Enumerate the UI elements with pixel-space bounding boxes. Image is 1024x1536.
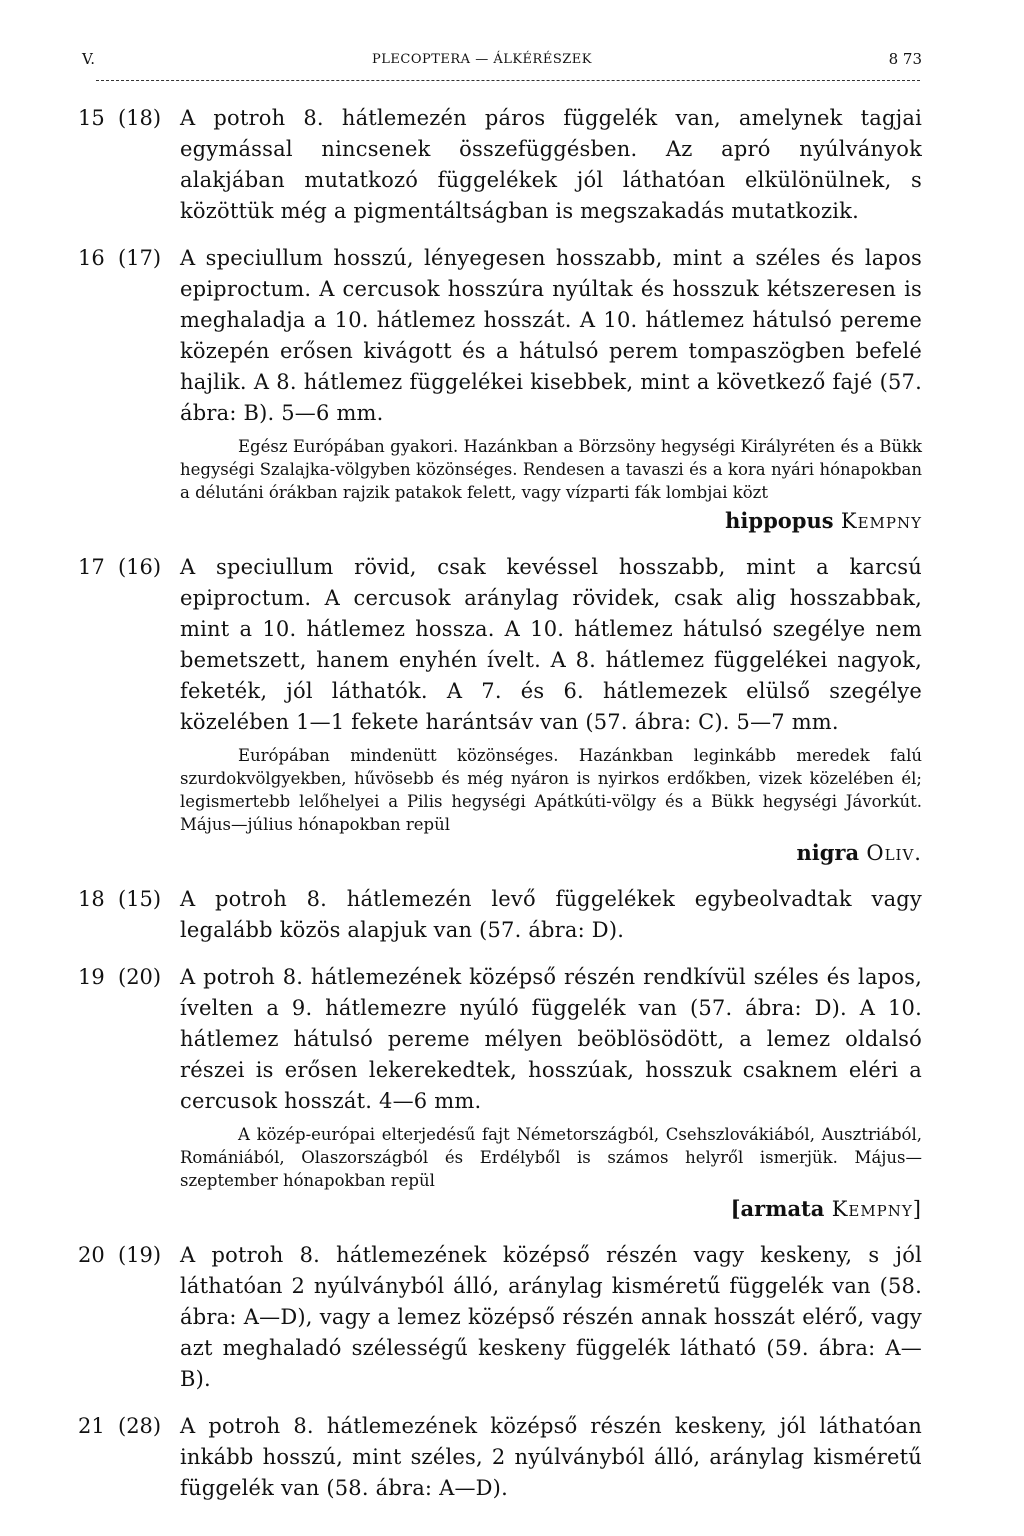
species-epithet: hippopus [725, 508, 834, 533]
volume-number: V. [82, 50, 95, 68]
entry-ref: (17) [118, 246, 162, 270]
species-epithet: nigra [796, 840, 860, 865]
entry-number: 17 [78, 555, 105, 579]
entry-ref: (19) [118, 1243, 162, 1267]
page-header [82, 50, 922, 74]
entry-text: A potroh 8. hátlemezén páros függelék van, amelynek tagjai egymással nincsenek összefüggésben. Az apró nyúlványok alakjában mutatkozó függelékek jól láthatóan elkülönülnek, s közöttük még a pigmentáltságban is megszakadás mutatkozik. [180, 106, 922, 223]
species-name [180, 506, 922, 536]
distribution-note: A közép-európai elterjedésű fajt Németországból, Csehszlovákiából, Ausztriából, Romániából, Olaszországból és Erdélyből is számos helyről ismerjük. Május—szeptember hónapokban repül [180, 1125, 922, 1190]
distribution-note: Egész Európában gyakori. Hazánkban a Börzsöny hegységi Királyréten és a Bükk hegységi Szalajka-völgyben közönséges. Rendesen a tavaszi és a kora nyári hónapokban a délutáni órákban rajzik patakok felett, vagy vízparti fák lombjai közt [180, 437, 922, 502]
page-number: 8 73 [888, 50, 922, 68]
entry-ref: (18) [118, 106, 162, 130]
species-epithet: [armata [730, 1196, 825, 1221]
species-name [180, 1194, 922, 1224]
species-author: Kempny] [831, 1197, 922, 1221]
key-body [70, 103, 922, 1520]
entry-ref: (15) [118, 887, 162, 911]
key-entry-16 [70, 243, 922, 536]
entry-number: 21 [78, 1414, 105, 1438]
entry-text: A speciullum hosszú, lényegesen hosszabb, mint a széles és lapos epiproctum. A cercusok hosszúra nyúltak és hosszuk kétszeresen is meghaladja a 10. hátlemez hosszát. A 10. hátlemez hátulsó pereme közepén erősen kivágott és a hátulsó perem tompaszögben befelé hajlik. A 8. hátlemez függelékei kisebbek, mint a következő fajé (57. ábra: B). 5—6 mm. [180, 246, 922, 425]
entry-number: 20 [78, 1243, 105, 1267]
species-author: Oliv. [866, 841, 922, 865]
distribution-note: Európában mindenütt közönséges. Hazánkban leginkább meredek falú szurdokvölgyekben, hűvösebb és még nyáron is nyirkos erdőkben, vizek közelében él; legismertebb lelőhelyei a Pilis hegységi Apátkúti-völgy és a Bükk hegységi Jávorkút. Május—július hónapokban repül [180, 746, 922, 834]
entry-number: 15 [78, 106, 105, 130]
species-name [180, 838, 922, 868]
key-entry-20 [70, 1240, 922, 1395]
entry-text: A potroh 8. hátlemezének középső részén rendkívül széles és lapos, ívelten a 9. hátlemezre nyúló függelék van (57. ábra: D). A 10. hátlemez hátulsó pereme mélyen beöblösödött, a lemez oldalsó részei is erősen lekerekedtek, hosszúak, hosszuk csaknem eléri a cercusok hosszát. 4—6 mm. [180, 965, 922, 1113]
key-entry-18 [70, 884, 922, 946]
key-entry-17 [70, 552, 922, 868]
key-entry-19 [70, 962, 922, 1224]
entry-ref: (20) [118, 965, 162, 989]
entry-number: 16 [78, 246, 105, 270]
entry-number: 19 [78, 965, 105, 989]
header-rule [96, 80, 920, 81]
running-title: PLECOPTERA — ÁLKÉRÉSZEK [372, 52, 592, 67]
entry-text: A speciullum rövid, csak kevéssel hosszabb, mint a karcsú epiproctum. A cercusok aránylag rövidek, csak alig hosszabbak, mint a 10. hátlemez hossza. A 10. hátlemez hátulsó szegélye nem bemetszett, hanem enyhén ívelt. A 8. hátlemez függelékei nagyok, feketék, jól láthatók. A 7. és 6. hátlemezek elülső szegélye közelében 1—1 fekete harántsáv van (57. ábra: C). 5—7 mm. [180, 555, 922, 734]
entry-text: A potroh 8. hátlemezének középső részén keskeny, jól láthatóan inkább hosszú, mint széles, 2 nyúlványból álló, aránylag kisméretű függelék van (58. ábra: A—D). [180, 1414, 922, 1500]
key-entry-15 [70, 103, 922, 227]
entry-ref: (16) [118, 555, 162, 579]
key-entry-21 [70, 1411, 922, 1504]
species-author: Kempny [840, 509, 922, 533]
entry-text: A potroh 8. hátlemezén levő függelékek egybeolvadtak vagy legalább közös alapjuk van (57. ábra: D). [180, 887, 922, 942]
entry-number: 18 [78, 887, 105, 911]
entry-ref: (28) [118, 1414, 162, 1438]
entry-text: A potroh 8. hátlemezének középső részén vagy keskeny, s jól láthatóan 2 nyúlványból álló, aránylag kisméretű függelék van (58. ábra: A—D), vagy a lemez középső részén annak hosszát elérő, vagy azt meghaladó szélességű keskeny függelék látható (59. ábra: A—B). [180, 1243, 922, 1391]
